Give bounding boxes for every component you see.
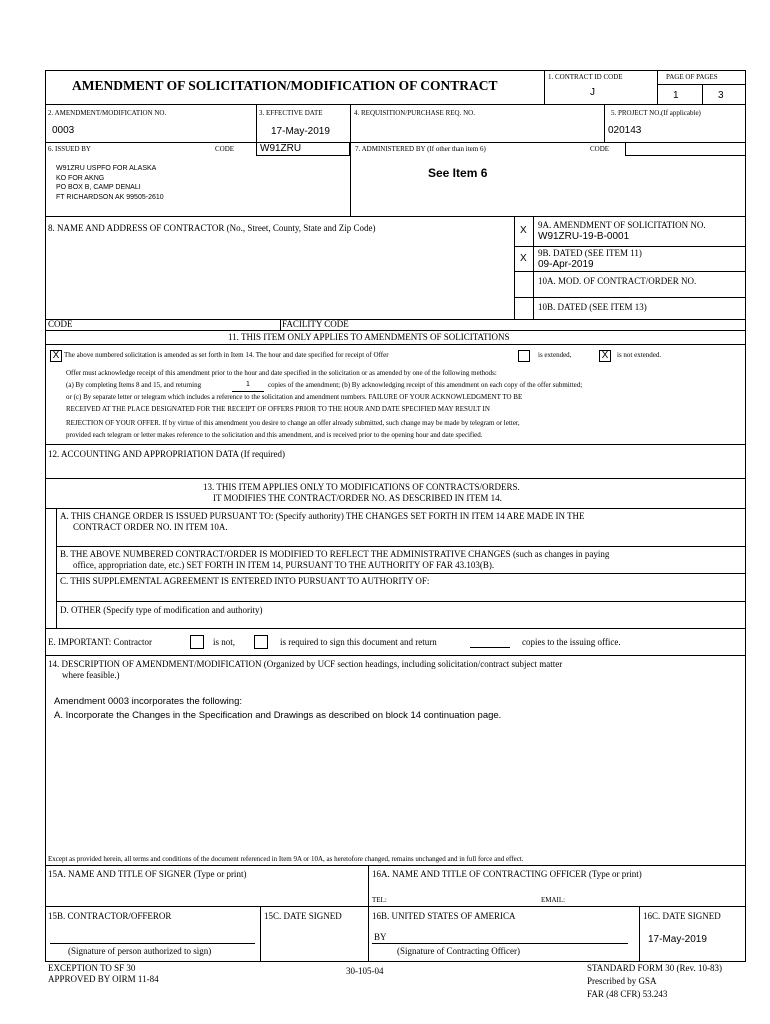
effective-date-value[interactable]: 17-May-2019 xyxy=(271,126,330,137)
date-signed-15c-label: 15C. DATE SIGNED xyxy=(264,911,342,921)
issuer-address xyxy=(56,164,164,202)
item9a-mark[interactable]: X xyxy=(520,225,527,236)
item11-extended: is extended, xyxy=(538,351,572,359)
contract-id-value[interactable]: J xyxy=(590,87,595,98)
item9b-mark[interactable]: X xyxy=(520,253,527,264)
effective-date-label: 3. EFFECTIVE DATE xyxy=(259,109,323,117)
item11-para: (a) By completing Items 8 and 15, and returning xyxy=(66,381,202,389)
item11-copies[interactable]: 1 xyxy=(246,381,250,388)
item11-checkbox-amended[interactable]: X xyxy=(50,350,62,362)
item11-para: provided each telegram or letter makes reference to the solicitation and this amendment, and is received prior to the opening hour and date specified. xyxy=(66,431,483,439)
officer-signature-caption: (Signature of Contracting Officer) xyxy=(397,946,521,956)
item13-heading: 13. THIS ITEM APPLIES ONLY TO MODIFICATIONS OF CONTRACTS/ORDERS. xyxy=(203,482,520,492)
issuer-line: W91ZRU USPFO FOR ALASKA xyxy=(56,165,157,172)
item11-heading: 11. THIS ITEM ONLY APPLIES TO AMENDMENTS OF SOLICITATIONS xyxy=(228,332,510,342)
item14-label: 14. DESCRIPTION OF AMENDMENT/MODIFICATION (Organized by UCF section headings, including solicitation/contract subject matter xyxy=(48,659,563,669)
date-signed-16c-label: 16C. DATE SIGNED xyxy=(643,911,721,921)
issued-by-label: 6. ISSUED BY xyxy=(48,145,91,153)
item11-para: Offer must acknowledge receipt of this amendment prior to the hour and date specified in the solicitation or as amended by one of the following methods: xyxy=(66,369,497,377)
item-e-checkbox-is-not[interactable] xyxy=(190,635,204,649)
email-label: EMAIL: xyxy=(541,896,566,904)
page-of-pages-label: PAGE OF PAGES xyxy=(666,73,718,81)
item13-a: CONTRACT ORDER NO. IN ITEM 10A. xyxy=(73,522,228,532)
amendment-no-label: 2. AMENDMENT/MODIFICATION NO. xyxy=(48,109,167,117)
item-e-checkbox-required[interactable] xyxy=(254,635,268,649)
page-number: 1 xyxy=(673,90,679,101)
requisition-label: 4. REQUISITION/PURCHASE REQ. NO. xyxy=(354,109,475,117)
item14-footnote: Except as provided herein, all terms and conditions of the document referenced in Item 9A or 10A, as heretofore changed, remains unchanged and in full force and effect. xyxy=(48,855,524,863)
item13-b: office, appropriation date, etc.) SET FORTH IN ITEM 14, PURSUANT TO THE AUTHORITY OF FAR 43.103(B). xyxy=(73,560,495,570)
item9b-value[interactable]: 09-Apr-2019 xyxy=(538,259,594,270)
item13-heading: IT MODIFIES THE CONTRACT/ORDER NO. AS DESCRIBED IN ITEM 14. xyxy=(213,493,502,503)
item14-body: A. Incorporate the Changes in the Specification and Drawings as described on block 14 continuation page. xyxy=(54,710,502,721)
contractor-label: 8. NAME AND ADDRESS OF CONTRACTOR (No., Street, County, State and Zip Code) xyxy=(48,223,376,233)
amendment-no-value[interactable]: 0003 xyxy=(52,125,75,136)
contractor-signature-caption: (Signature of person authorized to sign) xyxy=(68,946,212,956)
issued-code-value: W91ZRU xyxy=(260,143,302,154)
footer-exception: EXCEPTION TO SF 30 xyxy=(48,963,136,973)
footer-prescribed: Prescribed by GSA xyxy=(587,976,657,986)
form-title: AMENDMENT OF SOLICITATION/MODIFICATION OF CONTRACT xyxy=(72,78,498,93)
item11-para: REJECTION OF YOUR OFFER. If by virtue of this amendment you desire to change an offer already submitted, such change may be made by telegram or letter, xyxy=(66,419,520,427)
item11-not-extended: is not extended. xyxy=(617,351,662,359)
date-signed-16c-value[interactable]: 17-May-2019 xyxy=(648,934,707,945)
item11-checkbox-not-extended[interactable]: X xyxy=(599,350,611,362)
item14-label: where feasible.) xyxy=(62,670,120,680)
item-e-copies: copies to the issuing office. xyxy=(522,637,621,647)
contractor-signature-line[interactable] xyxy=(50,943,255,944)
item14-body: Amendment 0003 incorporates the following: xyxy=(54,696,243,707)
item-e-label: E. IMPORTANT: Contractor xyxy=(48,637,153,647)
item9a-label: 9A. AMENDMENT OF SOLICITATION NO. xyxy=(538,220,706,230)
administered-value: See Item 6 xyxy=(428,166,488,180)
project-no-label: 5. PROJECT NO.(If applicable) xyxy=(611,109,701,117)
issuer-line: FT RICHARDSON AK 99505-2610 xyxy=(56,193,164,201)
item13-b: B. THE ABOVE NUMBERED CONTRACT/ORDER IS MODIFIED TO REFLECT THE ADMINISTRATIVE CHANGES (such as changes in paying xyxy=(60,549,610,559)
item10b-label: 10B. DATED (SEE ITEM 13) xyxy=(538,302,647,312)
issuer-line: PO BOX B, CAMP DENALI xyxy=(56,184,141,191)
administered-code-box[interactable] xyxy=(625,142,746,156)
item-e-required: is required to sign this document and return xyxy=(280,637,437,647)
footer-form-code: 30-105-04 xyxy=(346,966,384,976)
by-label: BY xyxy=(374,932,387,942)
officer-signature-line[interactable] xyxy=(372,943,628,944)
total-pages: 3 xyxy=(718,90,724,101)
item13-c: C. THIS SUPPLEMENTAL AGREEMENT IS ENTERED INTO PURSUANT TO AUTHORITY OF: xyxy=(60,576,430,586)
item11-text: The above numbered solicitation is amended as set forth in Item 14. The hour and date specified for receipt of Offer xyxy=(64,351,389,359)
item11-para: or (c) By separate letter or telegram which includes a reference to the solicitation and amendment numbers. FAILURE OF YOUR ACKNOWLEDGMENT TO BE xyxy=(66,393,523,401)
item11-para: RECEIVED AT THE PLACE DESIGNATED FOR THE RECEIPT OF OFFERS PRIOR TO THE HOUR AND DATE SPECIFIED MAY RESULT IN xyxy=(66,405,490,413)
item-e-is-not: is not, xyxy=(213,637,236,647)
usa-label: 16B. UNITED STATES OF AMERICA xyxy=(372,911,516,921)
item12-label: 12. ACCOUNTING AND APPROPRIATION DATA (If required) xyxy=(48,449,286,459)
facility-code-label: FACILITY CODE xyxy=(282,319,349,329)
tel-label: TEL: xyxy=(372,896,387,904)
item9b-label: 9B. DATED (SEE ITEM 11) xyxy=(538,248,642,258)
item13-d: D. OTHER (Specify type of modification and authority) xyxy=(60,605,263,615)
contract-id-label: 1. CONTRACT ID CODE xyxy=(548,73,623,81)
administered-by-label: 7. ADMINISTERED BY (If other than item 6) xyxy=(355,145,486,153)
contractor-offeror-label: 15B. CONTRACTOR/OFFEROR xyxy=(48,911,172,921)
footer-standard-form: STANDARD FORM 30 (Rev. 10-83) xyxy=(587,963,722,973)
issuer-line: KO FOR AKNG xyxy=(56,174,105,182)
item11-checkbox-extended[interactable] xyxy=(518,350,530,362)
item10a-label: 10A. MOD. OF CONTRACT/ORDER NO. xyxy=(538,276,697,286)
item13-a: A. THIS CHANGE ORDER IS ISSUED PURSUANT TO: (Specify authority) THE CHANGES SET FORTH IN ITEM 14 ARE MADE IN THE xyxy=(60,511,585,521)
signer-name-label: 15A. NAME AND TITLE OF SIGNER (Type or print) xyxy=(48,869,247,879)
contractor-code-label: CODE xyxy=(48,319,73,329)
footer-approved: APPROVED BY OIRM 11-84 xyxy=(48,974,159,984)
item11-para: copies of the amendment; (b) By acknowledging receipt of this amendment on each copy of the offer submitted; xyxy=(268,381,583,389)
footer-far: FAR (48 CFR) 53.243 xyxy=(587,989,668,999)
project-no-value[interactable]: 020143 xyxy=(608,125,642,136)
officer-name-label: 16A. NAME AND TITLE OF CONTRACTING OFFICER (Type or print) xyxy=(372,869,642,879)
item9a-value[interactable]: W91ZRU-19-B-0001 xyxy=(538,231,630,242)
administered-code-label: CODE xyxy=(590,145,610,153)
issued-code-label: CODE xyxy=(215,145,235,153)
